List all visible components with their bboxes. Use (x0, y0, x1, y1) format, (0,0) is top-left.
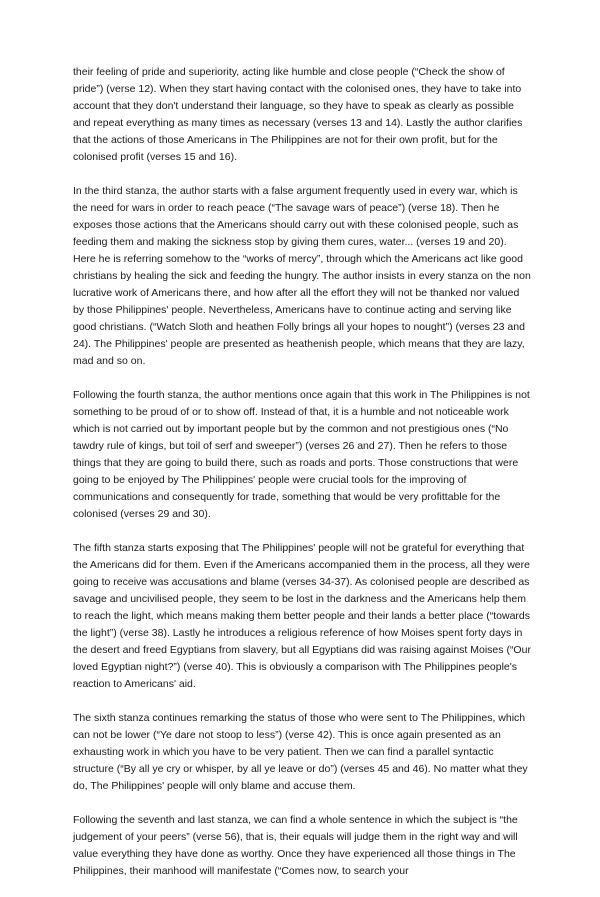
paragraph-2: In the third stanza, the author starts with a false argument frequently used in every war, which is the need for wars in order to reach peace (“The savage wars of peace”) (verse 18). Then he exposes those actions that the Americans should carry out with these colonised people, such as feeding them and making the sickness stop by giving them cures, water... (verses 19 and 20). Here he is referring somehow to the “works of mercy”, through which the Americans act like good christians by healing the sick and feeding the hungry. The author insists in every stanza on the non lucrative work of Americans there, and how after all the effort they will not be thanked nor valued by those Philippines' people. Nevertheless, Americans have to continue acting and serving like good christians. (“Watch Sloth and heathen Folly brings all your hopes to nought”) (verses 23 and 24). The Philippines' people are presented as heathenish people, which means that they are lazy, mad and so on. (73, 185, 531, 367)
paragraph-6: Following the seventh and last stanza, we can find a whole sentence in which the subject is “the judgement of your peers” (verse 56), that is, their equals will judge them in the right way and will value everything they have done as worthy. Once they have experienced all those things in The Philippines, their manhood will manifestate (“Comes now, to search your (73, 814, 518, 877)
paragraph-1: their feeling of pride and superiority, acting like humble and close people (“Check the show of pride”) (verse 12). When they start having contact with the colonised ones, they have to take into account that they don't understand their language, so they have to speak as clearly as possible and repeat everything as many times as necessary (verses 13 and 14). Lastly the author clarifies that the actions of those Americans in The Philippines are not for their own profit, but for the colonised profit (verses 15 and 16). (73, 66, 523, 163)
paragraph-3: Following the fourth stanza, the author mentions once again that this work in The Philippines is not something to be proud of or to show off. Instead of that, it is a humble and not noticeable work which is not carried out by important people but by the common and not prestigious ones (“No tawdry rule of kings, but toil of serf and sweeper”) (verses 26 and 27). Then he refers to those things that they are going to build there, such as roads and ports. Those constructions that were going to be enjoyed by The Philippines' people were crucial tools for the improving of communications and consequently for trade, something that would be very profittable for the colonised (verses 29 and 30). (73, 389, 530, 520)
document-page (73, 64, 531, 897)
paragraph-4: The fifth stanza starts exposing that The Philippines' people will not be grateful for everything that the Americans did for them. Even if the Americans accompanied them in the process, all they were going to receive was accusations and blame (verses 34-37). As colonised people are described as savage and uncivilised people, they seem to be lost in the darkness and the Americans help them to reach the light, which means making them better people and their lands a better place (“towards the light”) (verse 38). Lastly he introduces a religious reference of how Moises spent forty days in the desert and freed Egyptians from slavery, but all Egyptians did was raising against Moises (“Our loved Egyptian night?”) (verse 40). This is obviously a comparison with The Philippines people's reaction to Americans' aid. (73, 542, 531, 690)
paragraph-5: The sixth stanza continues remarking the status of those who were sent to The Philippines, which can not be lower (“Ye dare not stoop to less”) (verse 42). This is once again presented as an exhausting work in which you have to be very patient. Then we can find a parallel syntactic structure (“By all ye cry or whisper, by all ye leave or do”) (verses 45 and 46). No matter what they do, The Philippines' people will only blame and accuse them. (73, 712, 528, 792)
